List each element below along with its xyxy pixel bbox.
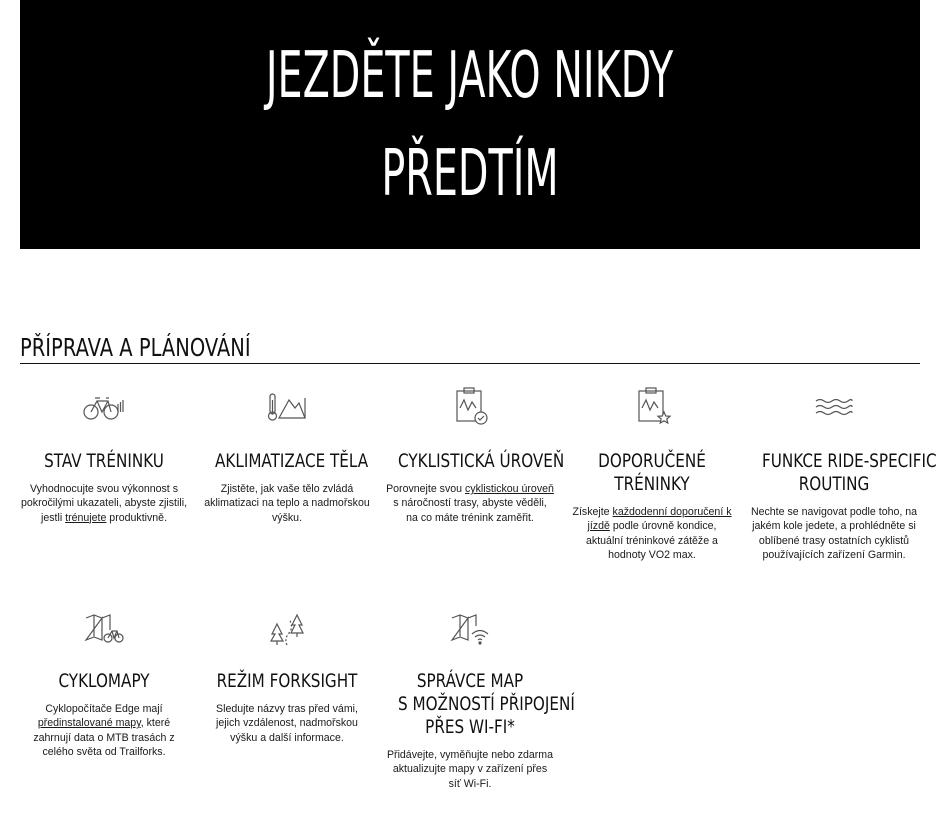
hero-title-line-2: PŘEDTÍM: [381, 136, 559, 211]
thermometer-mountain-icon: [265, 392, 309, 432]
feature-description-text: , které zahrnují data o MTB trasách z celého světa od Trailforks.: [33, 717, 175, 758]
feature-acclimation: [197, 392, 377, 524]
feature-title: ROUTING: [798, 473, 870, 495]
feature-description: [386, 482, 554, 525]
feature-ride-specific-routing: [744, 392, 937, 561]
feature-training-status: [14, 392, 194, 524]
hero-banner: [20, 0, 920, 249]
preloaded-maps-link[interactable]: předinstalované mapy: [37, 717, 141, 730]
feature-title: PŘES WI-FI*: [425, 716, 515, 738]
feature-title: TRÉNINKY: [614, 473, 690, 495]
feature-description-text: produktivně.: [106, 511, 168, 524]
feature-title: CYKLOMAPY: [58, 670, 150, 692]
trees-trail-icon: [265, 612, 309, 652]
clipboard-check-icon: [448, 386, 492, 426]
feature-description-text: Zjistěte, jak vaše tělo zvládá aklimatizaci na teplo a nadmořskou výšku.: [204, 483, 370, 524]
hero-title-line-1: JEZDĚTE JAKO NIKDY: [266, 38, 674, 113]
feature-description: [20, 702, 188, 759]
feature-cycle-maps: [14, 612, 194, 758]
waves-icon: [812, 392, 856, 432]
bicycle-icon: [82, 392, 126, 432]
cycling-ability-link[interactable]: cyklistickou úroveň: [465, 483, 554, 495]
feature-description-text: Získejte: [572, 506, 613, 518]
feature-description: [750, 505, 918, 562]
feature-title: S MOŽNOSTÍ PŘIPOJENÍ: [398, 693, 575, 715]
feature-forksight-mode: [197, 612, 377, 744]
feature-title: AKLIMATIZACE TĚLA: [215, 450, 369, 472]
feature-description-text: Cyklopočítače Edge mají: [45, 703, 163, 715]
feature-title: CYKLISTICKÁ ÚROVEŇ: [398, 450, 565, 472]
daily-suggestions-link[interactable]: každodenní doporučení k jízdě: [587, 506, 732, 533]
feature-description: [203, 482, 371, 525]
map-wifi-icon: [448, 612, 492, 652]
feature-title: DOPORUČENÉ: [598, 450, 706, 472]
training-link[interactable]: trénujete: [65, 511, 107, 524]
feature-description: [568, 505, 736, 562]
feature-title: REŽIM FORKSIGHT: [216, 670, 358, 692]
feature-description: [203, 702, 371, 745]
feature-description-text: Nechte se navigovat podle toho, na jakém kole jedete, a prohlédněte si oblíbené trasy ostatních cyklistů používajících zařízení Garmin.: [750, 506, 918, 561]
feature-wifi-map-manager: [380, 612, 575, 790]
feature-title: FUNKCE RIDE-SPECIFIC: [762, 450, 937, 472]
clipboard-star-icon: [630, 386, 674, 426]
feature-description-text: Sledujte názvy tras před vámi, jejich vzdálenost, nadmořskou výšku a další informace.: [216, 703, 358, 744]
map-bicycle-icon: [82, 612, 126, 652]
section-divider: [20, 363, 920, 364]
feature-cycling-ability: [380, 386, 565, 524]
feature-description: [386, 748, 554, 791]
feature-description-text: podle úrovně kondice, aktuální tréninkové zátěže a hodnoty VO2 max.: [586, 520, 718, 561]
section-title: PŘÍPRAVA A PLÁNOVÁNÍ: [20, 333, 251, 362]
feature-description: [20, 482, 188, 525]
feature-description-text: Porovnejte svou: [386, 483, 465, 495]
feature-recommended-workouts: [562, 386, 742, 561]
feature-title: STAV TRÉNINKU: [44, 450, 164, 472]
feature-title: SPRÁVCE MAP: [416, 670, 524, 692]
feature-description-text: Vyhodnocujte svou výkonnost s pokročilými ukazateli, abyste zjistili, jestli: [20, 483, 188, 524]
feature-description-text: s náročností trasy, abyste věděli, na co máte trénink zaměřit.: [393, 497, 547, 524]
feature-description-text: Přidávejte, vyměňujte nebo zdarma aktualizujte mapy v zařízení přes síť Wi-Fi.: [386, 749, 554, 790]
